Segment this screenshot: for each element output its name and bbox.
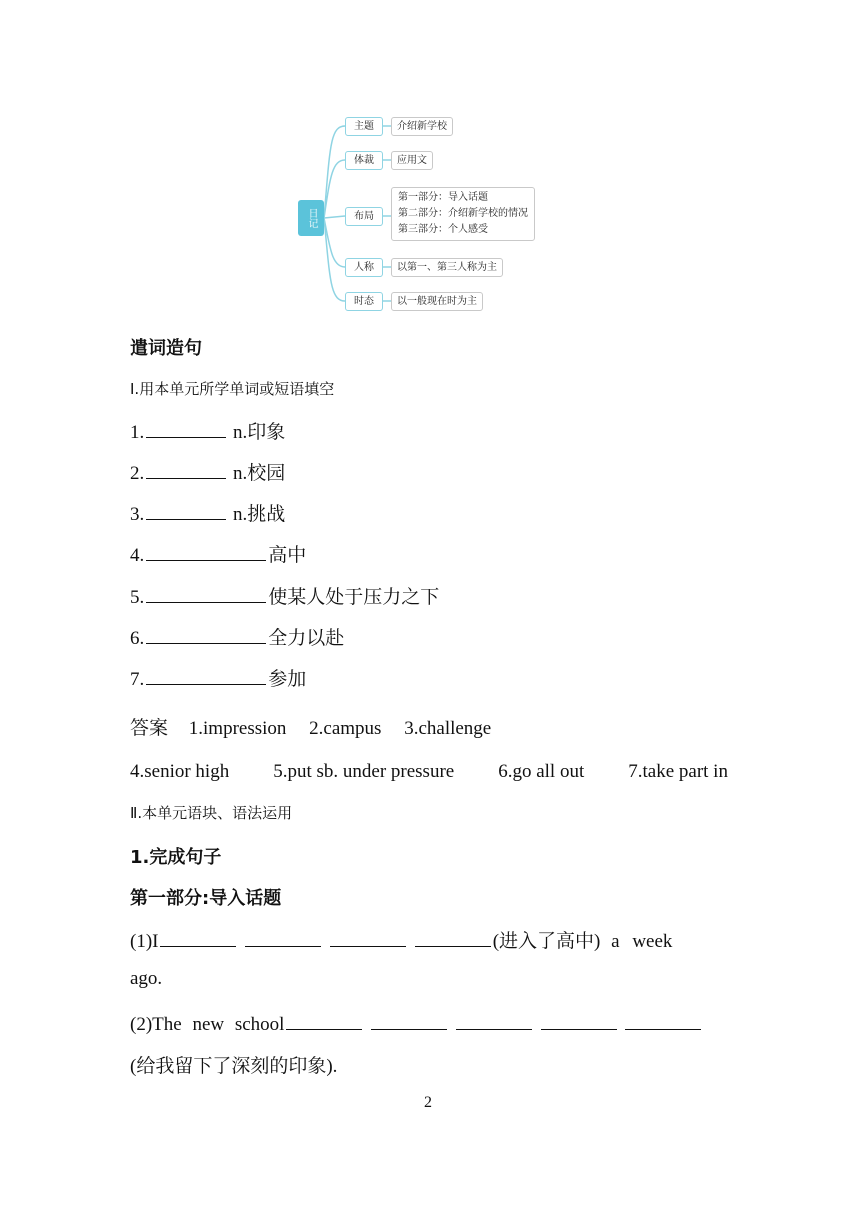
- answer-blank[interactable]: [146, 541, 266, 561]
- vocab-item-3: [130, 499, 285, 526]
- answer-5: 5.put sb. under pressure: [273, 761, 455, 782]
- answer-blank[interactable]: [371, 1010, 447, 1030]
- branch-topic: 主题: [345, 117, 383, 136]
- branch-tense-detail: 以一般现在时为主: [391, 292, 483, 311]
- mind-map-diagram: [290, 108, 580, 318]
- layout-part-3: 第三部分：个人感受: [398, 224, 488, 235]
- answer-blank[interactable]: [146, 665, 266, 685]
- part1-heading: Ⅰ.用本单元所学单词或短语填空: [130, 380, 335, 398]
- part2-heading: Ⅱ.本单元语块、语法运用: [130, 804, 293, 822]
- vocab-item-7: [130, 664, 306, 691]
- answer-label: 答案: [130, 717, 169, 739]
- sentence-2-hint: (给我留下了深刻的印象).: [130, 1056, 338, 1077]
- item-number: 4.: [130, 545, 145, 566]
- part2-sub-part: 第一部分:导入话题: [130, 888, 282, 909]
- branch-person-detail: 以第一、第三人称为主: [391, 258, 503, 277]
- item-number: 2.: [130, 463, 145, 484]
- vocab-item-4: [130, 540, 306, 567]
- page-number: 2: [424, 1094, 432, 1111]
- item-number: 6.: [130, 628, 145, 649]
- branch-genre: 体裁: [345, 151, 383, 170]
- answer-blank[interactable]: [541, 1010, 617, 1030]
- item-number: 3.: [130, 504, 145, 525]
- answer-1: 1.impression: [188, 718, 287, 739]
- sentence-1-hint: (进入了高中): [492, 931, 601, 952]
- sentence-1-end: a week: [611, 931, 673, 952]
- item-meaning: 全力以赴: [268, 628, 345, 649]
- item-meaning: n.校园: [233, 463, 286, 484]
- vocab-item-5: [130, 582, 439, 609]
- branch-layout: 布局: [345, 207, 383, 226]
- answer-line-2: [130, 761, 728, 783]
- item-meaning: 高中: [268, 545, 307, 566]
- vocab-item-2: [130, 458, 285, 485]
- sentence-2: [130, 1010, 703, 1036]
- branch-tense: 时态: [345, 292, 383, 311]
- answer-3: 3.challenge: [404, 718, 492, 739]
- answer-blank[interactable]: [146, 583, 266, 603]
- item-meaning: 参加: [268, 669, 307, 690]
- branch-genre-detail: 应用文: [391, 151, 433, 170]
- item-number: 7.: [130, 669, 145, 690]
- item-number: 1.: [130, 422, 145, 443]
- answer-blank[interactable]: [160, 927, 236, 947]
- answer-blank[interactable]: [245, 927, 321, 947]
- sentence-1-start: (1)I: [130, 931, 159, 952]
- branch-layout-detail: [391, 187, 535, 241]
- sentence-2-start: (2)The new school: [130, 1014, 285, 1035]
- layout-part-1: 第一部分：导入话题: [398, 192, 488, 203]
- branch-topic-detail: 介绍新学校: [391, 117, 453, 136]
- branch-person: 人称: [345, 258, 383, 277]
- answer-blank[interactable]: [330, 927, 406, 947]
- item-meaning: n.挑战: [233, 504, 286, 525]
- answer-blank[interactable]: [415, 927, 491, 947]
- answer-blank[interactable]: [146, 624, 266, 644]
- answer-6: 6.go all out: [498, 761, 585, 782]
- item-number: 5.: [130, 587, 145, 608]
- vocab-item-1: [130, 417, 285, 444]
- answer-line-1: [130, 713, 491, 740]
- sentence-1-continued: ago.: [130, 968, 163, 989]
- vocab-item-6: [130, 623, 344, 650]
- answer-4: 4.senior high: [130, 761, 230, 782]
- answer-blank[interactable]: [286, 1010, 362, 1030]
- item-meaning: n.印象: [233, 422, 286, 443]
- answer-7: 7.take part in: [628, 761, 728, 782]
- answer-blank[interactable]: [456, 1010, 532, 1030]
- answer-blank[interactable]: [146, 418, 226, 438]
- mind-map-root: 日记: [298, 200, 324, 236]
- item-meaning: 使某人处于压力之下: [268, 587, 440, 608]
- part2-sub1: 1.完成句子: [130, 847, 222, 868]
- answer-blank[interactable]: [146, 500, 226, 520]
- layout-part-2: 第二部分：介绍新学校的情况: [398, 208, 528, 219]
- answer-blank[interactable]: [625, 1010, 701, 1030]
- answer-2: 2.campus: [309, 718, 382, 739]
- sentence-1: [130, 926, 672, 953]
- section-title: 遣词造句: [130, 338, 202, 359]
- answer-blank[interactable]: [146, 459, 226, 479]
